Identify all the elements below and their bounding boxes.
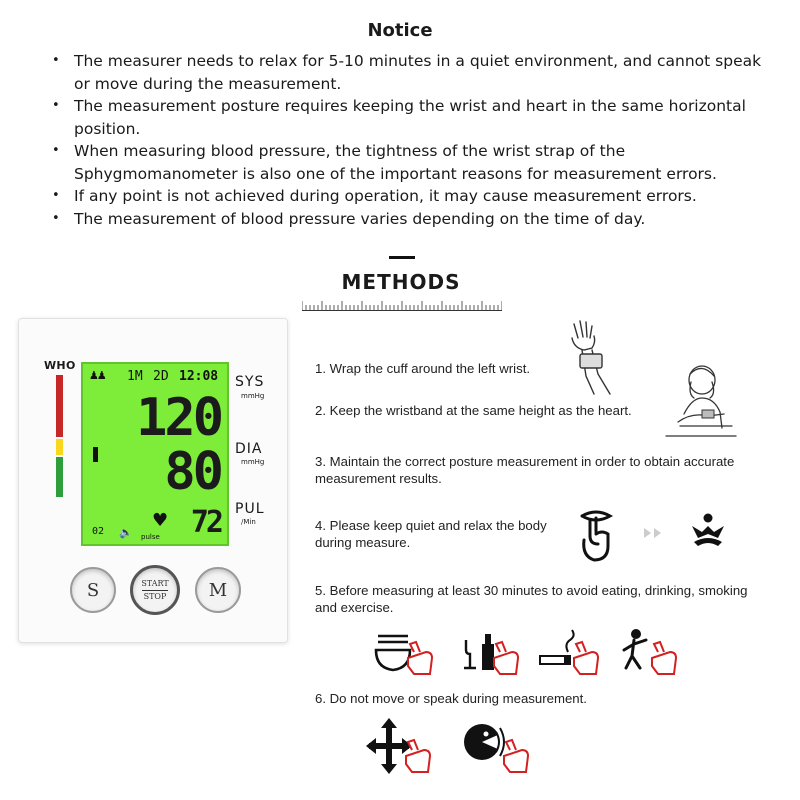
relaxed-person-icon [690,512,726,548]
sys-value: 120 [136,388,221,448]
no-moving-icon [366,718,444,776]
m-button[interactable]: M [195,567,241,613]
memory-readout: 1M [127,369,143,384]
start-label: START [141,578,169,588]
dia-value: 80 [164,442,221,502]
pul-unit: /Min [241,518,256,526]
shush-hand-icon [576,506,616,564]
no-smoking-icon [538,628,604,678]
users-icon: ♟♟ [89,369,105,382]
pul-value: 72 [190,505,221,540]
sys-unit: mmHg [241,392,265,400]
lcd-screen [81,362,229,546]
notice-item: • When measuring blood pressure, the tightness of the wrist strap of the Sphygmomanometer is also one of the important reasons for measurement errors. [52,140,772,185]
stop-label: STOP [143,591,167,601]
date-readout: 2D [153,369,169,384]
sys-label: SYS [235,374,265,390]
step-3: 3. Maintain the correct posture measurement in order to obtain accurate measurement results. [315,454,735,486]
notice-item: • The measurement of blood pressure varies depending on the time of day. [52,208,772,231]
notice-title: Notice [367,20,433,41]
who-scale-high [56,375,63,437]
notice-item: • The measurer needs to relax for 5-10 minutes in a quiet environment, and cannot speak or move during the measurement. [52,50,772,95]
heart-icon: ♥ [152,510,169,531]
no-drinking-icon [460,628,524,678]
no-speaking-icon [462,718,540,776]
time-readout: 12:08 [179,369,219,384]
step-1: 1. Wrap the cuff around the left wrist. [315,361,531,376]
who-scale-normal [56,457,63,497]
methods-title: METHODS [341,270,461,294]
no-exercise-icon [622,628,684,678]
notice-item: • The measurement posture requires keeping the wrist and heart in the same horizontal position. [52,95,772,140]
who-label: WHO [44,359,76,372]
dia-unit: mmHg [241,458,265,466]
wrist-cuff-icon [566,318,626,396]
lcd-code: 02 [92,526,105,537]
person-heart-level-icon [662,364,740,438]
lcd-pulse-unit: pulse [141,533,160,541]
pul-label: PUL [235,501,265,517]
who-scale-mid [56,439,63,455]
s-button[interactable]: S [70,567,116,613]
step-6: 6. Do not move or speak during measurement. [315,691,587,706]
arrhythmia-bar [93,447,98,462]
notice-list [52,50,772,230]
step-5: 5. Before measuring at least 30 minutes to avoid eating, drinking, smoking and exercise. [315,583,748,615]
blood-pressure-monitor [18,318,288,643]
step-2: 2. Keep the wristband at the same height as the heart. [315,403,632,418]
ruler-decoration [302,299,502,311]
speaker-icon: 🔈 [119,526,133,539]
dislike-hand [408,642,432,674]
no-eating-icon [374,628,438,678]
double-arrow-icon [642,526,666,540]
dia-label: DIA [235,441,263,457]
start-stop-button[interactable] [130,565,180,615]
notice-item: • If any point is not achieved during operation, it may cause measurement errors. [52,185,772,208]
step-4: 4. Please keep quiet and relax the body during measure. [315,518,547,550]
methods-accent-bar [389,256,415,259]
